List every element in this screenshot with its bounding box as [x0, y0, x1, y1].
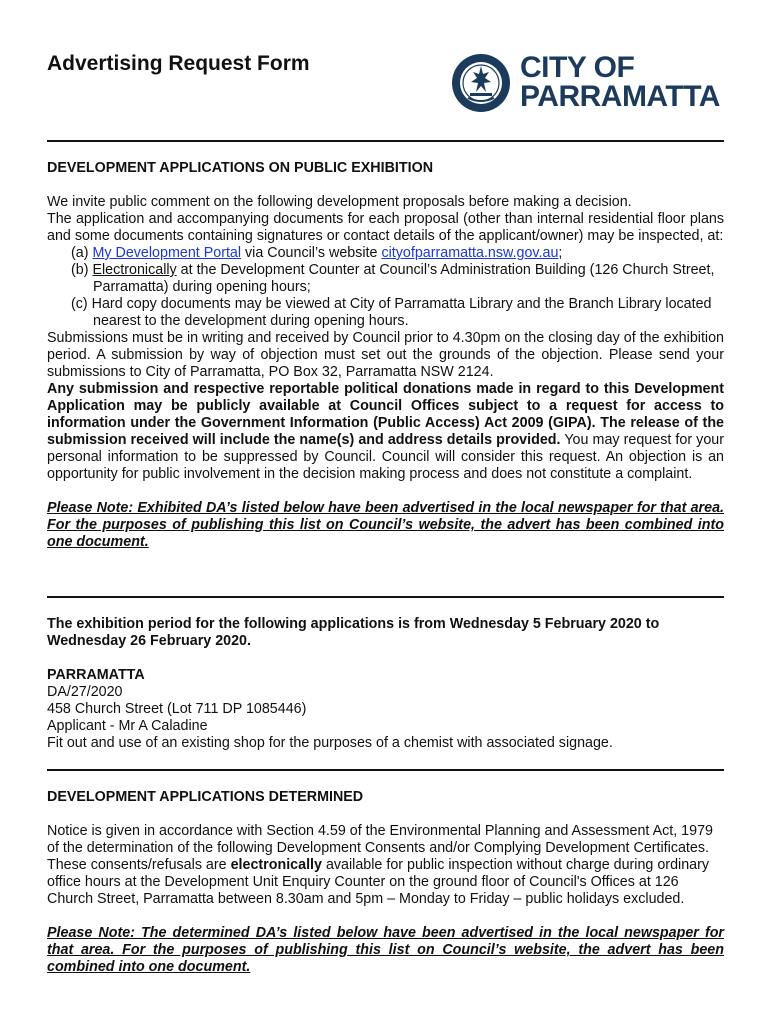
electronically-bold: electronically — [230, 857, 322, 873]
list-marker: (c) — [71, 296, 88, 312]
list-text: at the Development Counter at Council’s Administration Building (126 Church Street, Parramatta) during opening hours; — [93, 262, 715, 295]
list-item — [47, 245, 724, 262]
divider — [47, 140, 724, 142]
exhibition-heading: DEVELOPMENT APPLICATIONS ON PUBLIC EXHIBITION — [47, 160, 434, 176]
logo-text-line2: PARRAMATTA — [520, 80, 720, 113]
submissions-text: Submissions must be in writing and received by Council prior to 4.30pm on the closing day of the exhibition period. A submission by way of objection must set out the grounds of the objection. Please send your submissions to City of Parramatta, PO Box 32, Parramatta NSW 2124. — [47, 330, 724, 380]
list-text: Hard copy documents may be viewed at City of Parramatta Library and the Branch Library located nearest to the development during opening hours. — [91, 296, 712, 329]
notice-text: Notice is given in accordance with Section 4.59 of the Environmental Planning and Assessment Act, 1979 of the determination of the following Development Consents and/or Complying Development Certificates. These consents/refusals are — [47, 823, 713, 873]
divider — [47, 596, 724, 598]
inspection-options-list — [47, 245, 724, 330]
page-title: Advertising Request Form — [47, 52, 310, 75]
notice-text: available for public inspection without charge during ordinary office hours at the Development Unit Enquiry Counter on the ground floor of Council's Offices at 126 Church Street, Parramatta between 8.30am and 5pm – Monday to Friday – public holidays excluded. — [47, 857, 710, 907]
list-text: ; — [558, 245, 563, 261]
determined-section — [47, 789, 724, 976]
my-development-portal-link[interactable]: My Development Portal — [92, 245, 242, 261]
proposal-description: Fit out and use of an existing shop for the purposes of a chemist with associated signage. — [47, 735, 613, 751]
list-marker: (a) — [71, 245, 89, 261]
exhibition-period-section — [47, 616, 724, 752]
determined-note: Please Note: The determined DA’s listed below have been advertised in the local newspaper for that area. For the purposes of publishing this list on Council’s website, the advert has been combined into one document. — [47, 925, 724, 975]
list-item — [47, 296, 724, 330]
list-item — [47, 262, 724, 296]
exhibition-period-heading: The exhibition period for the following applications is from Wednesday 5 February 2020 to Wednesday 26 February 2020. — [47, 616, 660, 649]
privacy-paragraph — [47, 381, 724, 483]
city-logo — [450, 52, 722, 114]
council-website-link[interactable]: cityofparramatta.nsw.gov.au — [381, 245, 559, 261]
exhibition-intro: We invite public comment on the following development proposals before making a decision. — [47, 194, 632, 210]
privacy-text: You may request for your personal information to be suppressed by Council. Council will consider this request. An objection is an opportunity for public involvement in the decision making process and does not constitute a complaint. — [47, 432, 724, 482]
divider — [47, 769, 724, 771]
da-number: DA/27/2020 — [47, 684, 123, 700]
suburb-heading: PARRAMATTA — [47, 667, 145, 683]
applicant-name: Applicant - Mr A Caladine — [47, 718, 208, 734]
property-address: 458 Church Street (Lot 711 DP 1085446) — [47, 701, 307, 717]
gipa-notice: Any submission and respective reportable political donations made in regard to this Development Application may be publicly available at Council Offices subject to a request for access to information under the Government Information (Public Access) Act 2009 (GIPA). The release of the submission received will include the name(s) and address details provided. — [47, 381, 724, 448]
city-crest-icon — [450, 52, 512, 114]
list-marker: (b) — [71, 262, 89, 278]
inspection-intro: The application and accompanying documents for each proposal (other than internal residential floor plans and some documents containing signatures or contact details of the applicant/owner) may be inspected, at: — [47, 211, 724, 244]
determined-heading: DEVELOPMENT APPLICATIONS DETERMINED — [47, 789, 364, 805]
electronically-text: Electronically — [92, 262, 177, 278]
exhibited-note: Please Note: Exhibited DA’s listed below have been advertised in the local newspaper for that area. For the purposes of publishing this list on Council’s website, the advert has been combined into one document. — [47, 500, 724, 550]
determined-notice — [47, 823, 724, 908]
exhibition-section — [47, 160, 724, 551]
list-text: via Council’s website — [241, 245, 382, 261]
logo-text-line1: CITY OF — [520, 51, 635, 84]
